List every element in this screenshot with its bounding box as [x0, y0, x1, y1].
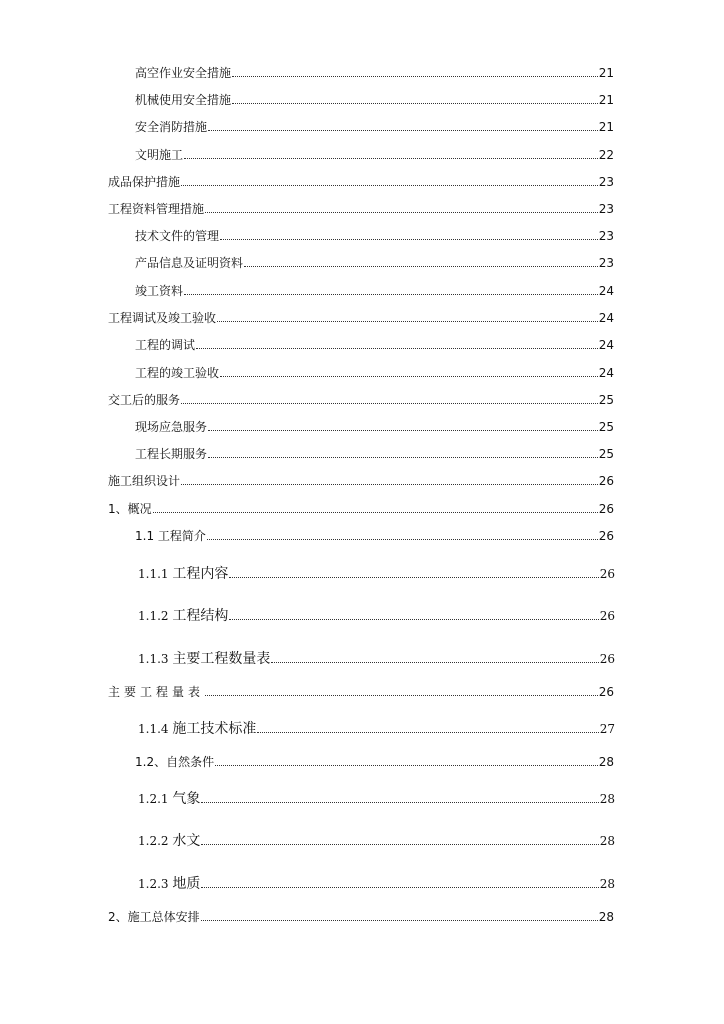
toc-entry — [108, 905, 614, 925]
toc-leader-dots — [201, 920, 598, 921]
toc-entry-page: 25 — [598, 420, 614, 434]
toc-entry-title: 气象 — [172, 791, 201, 807]
toc-entry-title: 1.1 工程简介 — [135, 529, 206, 543]
toc-entry-title: 施工技术标准 — [172, 721, 257, 737]
toc-entry-number: 1.2.2 — [138, 834, 169, 848]
toc-entry-heading — [138, 791, 200, 807]
toc-entry-heading — [138, 608, 228, 624]
toc-entry — [108, 388, 614, 408]
toc-leader-dots — [205, 212, 598, 213]
toc-entry — [135, 524, 614, 544]
toc-entry — [135, 442, 614, 462]
toc-leader-dots — [201, 887, 598, 888]
toc-leader-dots — [220, 376, 598, 377]
toc-entry-title: 技术文件的管理 — [135, 229, 220, 243]
toc-entry-title: 工程调试及竣工验收 — [108, 311, 217, 325]
toc-entry-page: 26 — [598, 685, 614, 699]
toc-entry-page: 26 — [599, 652, 615, 666]
toc-entry — [135, 361, 614, 381]
toc-entry-page: 26 — [598, 529, 614, 543]
toc-entry-title: 竣工资料 — [135, 284, 184, 298]
toc-leader-dots — [207, 539, 598, 540]
toc-entry — [108, 170, 614, 190]
toc-entry — [108, 469, 614, 489]
toc-entry — [138, 872, 615, 892]
toc-entry — [108, 680, 614, 700]
toc-entry — [108, 306, 614, 326]
toc-entry-page: 28 — [599, 834, 615, 848]
toc-entry-title: 主要工程数量表 — [172, 651, 271, 667]
toc-leader-dots — [181, 185, 598, 186]
toc-entry-title: 工程长期服务 — [135, 447, 208, 461]
toc-leader-dots — [181, 403, 598, 404]
toc-leader-dots — [220, 239, 598, 240]
toc-entry-title: 主要工程量表 — [108, 685, 205, 699]
toc-entry-page: 21 — [598, 93, 614, 107]
toc-leader-dots — [217, 321, 598, 322]
toc-entry-title: 机械使用安全措施 — [135, 93, 232, 107]
toc-entry-title: 地质 — [172, 876, 201, 892]
toc-entry-page: 23 — [598, 256, 614, 270]
toc-entry — [108, 497, 614, 517]
toc-entry-number: 1.1.3 — [138, 652, 169, 666]
toc-entry — [138, 562, 615, 582]
toc-leader-dots — [208, 457, 598, 458]
toc-leader-dots — [271, 662, 598, 663]
toc-entry-page: 28 — [599, 877, 615, 891]
toc-entry-title: 工程的竣工验收 — [135, 366, 220, 380]
toc-leader-dots — [201, 802, 598, 803]
toc-entry-page: 28 — [598, 910, 614, 924]
toc-entry — [135, 750, 614, 770]
toc-entry-page: 23 — [598, 175, 614, 189]
toc-leader-dots — [232, 76, 598, 77]
toc-entry-page: 26 — [599, 567, 615, 581]
toc-entry — [108, 197, 614, 217]
toc-entry-title: 1、概况 — [108, 502, 152, 516]
toc-leader-dots — [215, 765, 598, 766]
toc-entry — [138, 787, 615, 807]
toc-entry-title: 现场应急服务 — [135, 420, 208, 434]
toc-entry-number: 1.1.4 — [138, 722, 169, 736]
toc-leader-dots — [181, 484, 598, 485]
toc-entry-title: 施工组织设计 — [108, 474, 181, 488]
toc-entry — [135, 61, 614, 81]
toc-entry-page: 24 — [598, 338, 614, 352]
toc-entry-page: 21 — [598, 120, 614, 134]
toc-entry-title: 工程资料管理措施 — [108, 202, 205, 216]
toc-entry-page: 26 — [599, 609, 615, 623]
toc-entry-title: 高空作业安全措施 — [135, 66, 232, 80]
toc-leader-dots — [232, 103, 598, 104]
toc-leader-dots — [196, 348, 598, 349]
toc-entry-title: 1.2、自然条件 — [135, 755, 215, 769]
toc-leader-dots — [184, 158, 598, 159]
toc-entry-heading — [138, 651, 270, 667]
toc-entry-page: 24 — [598, 311, 614, 325]
toc-leader-dots — [244, 266, 598, 267]
toc-entry — [138, 717, 615, 737]
toc-entry-title: 成品保护措施 — [108, 175, 181, 189]
toc-entry — [138, 829, 615, 849]
toc-entry-number: 1.2.1 — [138, 792, 169, 806]
toc-entry — [135, 88, 614, 108]
toc-leader-dots — [229, 577, 598, 578]
toc-entry-page: 24 — [598, 284, 614, 298]
toc-entry — [135, 143, 614, 163]
toc-entry — [138, 647, 615, 667]
toc-entry-title: 交工后的服务 — [108, 393, 181, 407]
toc-entry-title: 2、施工总体安排 — [108, 910, 200, 924]
toc-entry-title: 工程的调试 — [135, 338, 196, 352]
toc-leader-dots — [201, 844, 598, 845]
toc-entry-page: 26 — [598, 502, 614, 516]
toc-leader-dots — [153, 512, 598, 513]
toc-entry — [135, 333, 614, 353]
toc-entry-number: 1.1.1 — [138, 567, 169, 581]
toc-entry — [135, 224, 614, 244]
toc-entry-title: 安全消防措施 — [135, 120, 208, 134]
toc-entry-title: 工程结构 — [172, 608, 229, 624]
toc-leader-dots — [184, 294, 598, 295]
toc-entry-page: 23 — [598, 202, 614, 216]
toc-entry-page: 21 — [598, 66, 614, 80]
toc-leader-dots — [208, 430, 598, 431]
toc-entry-title: 文明施工 — [135, 148, 184, 162]
toc-entry-page: 24 — [598, 366, 614, 380]
toc-entry — [135, 251, 614, 271]
toc-entry-page: 22 — [598, 148, 614, 162]
toc-entry-page: 28 — [599, 792, 615, 806]
toc-entry-heading — [138, 833, 200, 849]
toc-entry-page: 26 — [598, 474, 614, 488]
toc-entry-title: 产品信息及证明资料 — [135, 256, 244, 270]
toc-entry-number: 1.1.2 — [138, 609, 169, 623]
toc-entry-page: 27 — [599, 722, 615, 736]
toc-entry-heading — [138, 566, 228, 582]
toc-entry-page: 23 — [598, 229, 614, 243]
toc-entry — [138, 604, 615, 624]
toc-entry-title: 水文 — [172, 833, 201, 849]
toc-entry-page: 25 — [598, 393, 614, 407]
toc-entry-page: 28 — [598, 755, 614, 769]
toc-entry — [135, 115, 614, 135]
toc-leader-dots — [205, 695, 598, 696]
toc-entry-heading — [138, 876, 200, 892]
toc-leader-dots — [229, 619, 598, 620]
toc-leader-dots — [257, 732, 598, 733]
toc-entry — [135, 415, 614, 435]
toc-entry-page: 25 — [598, 447, 614, 461]
toc-entry-title: 工程内容 — [172, 566, 229, 582]
toc-leader-dots — [208, 130, 598, 131]
toc-entry-number: 1.2.3 — [138, 877, 169, 891]
toc-entry — [135, 279, 614, 299]
toc-entry-heading — [138, 721, 256, 737]
